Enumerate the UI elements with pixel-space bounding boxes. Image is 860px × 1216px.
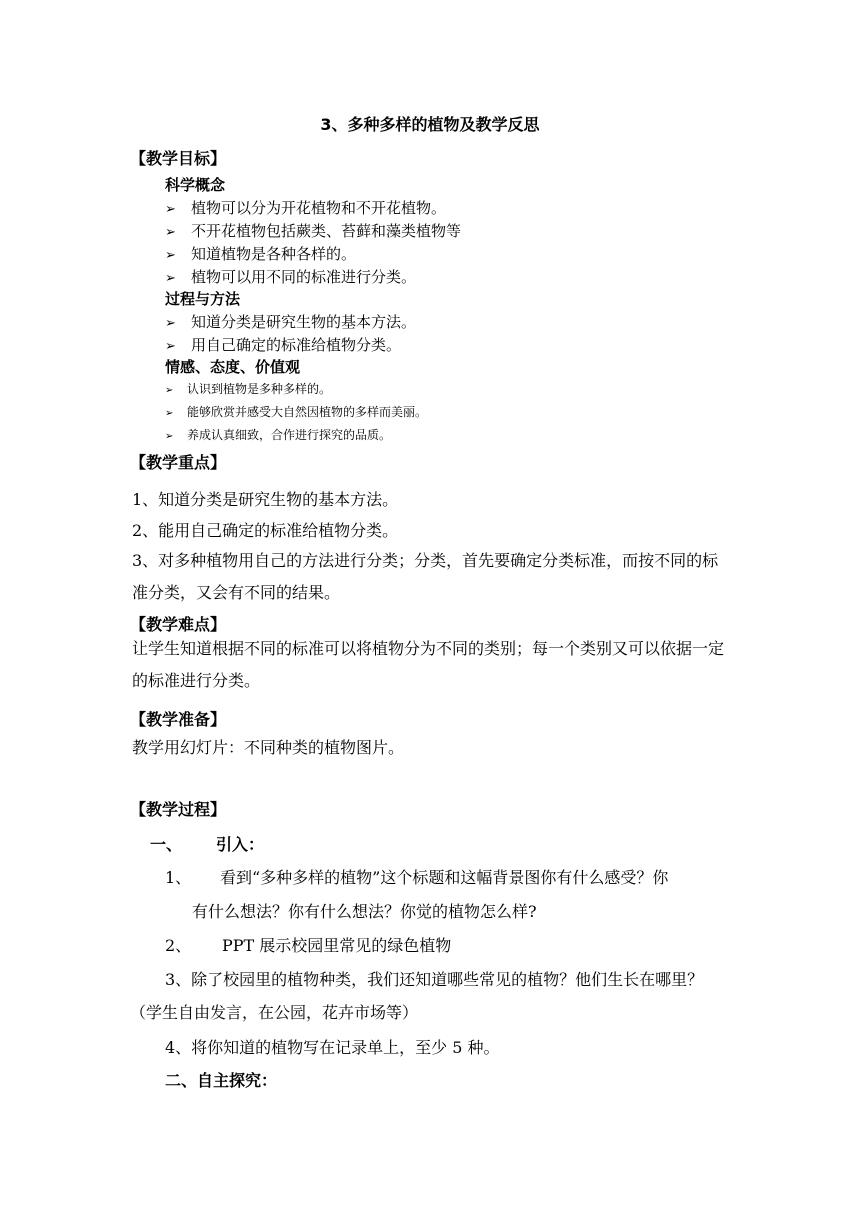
arrow-bullet-icon: ➢ <box>165 271 176 286</box>
intro-label: 引入： <box>216 835 265 854</box>
step4-text: 4、将你知道的植物写在记录单上，至少 5 种。 <box>165 1038 500 1057</box>
explore-heading: 二、自主探究： <box>165 1071 278 1090</box>
bullet-item: ➢ 植物可以分为开花植物和不开花植物。 <box>165 199 447 217</box>
step1-line2: 有什么想法？你有什么想法？你觉的植物怎么样? <box>192 902 537 921</box>
key-point-2: 2、能用自己确定的标准给植物分类。 <box>132 521 399 540</box>
step2-text: PPT 展示校园里常见的绿色植物 <box>222 936 452 955</box>
intro-number: 一、 <box>150 835 183 854</box>
arrow-bullet-icon: ➢ <box>165 248 176 263</box>
arrow-bullet-icon: ➢ <box>165 431 174 442</box>
difficulty-text: 让学生知道根据不同的标准可以将植物分为不同的类别；每一个类别又可以依据一定的标准进行分类。 <box>132 639 725 690</box>
arrow-bullet-icon: ➢ <box>165 202 176 217</box>
arrow-bullet-icon: ➢ <box>165 408 174 419</box>
heading-process: 【教学过程】 <box>130 800 227 819</box>
heading-preparation: 【教学准备】 <box>130 710 227 729</box>
arrow-bullet-icon: ➢ <box>165 225 176 240</box>
arrow-bullet-icon: ➢ <box>165 316 176 331</box>
bullet-item: ➢ 知道植物是各种各样的。 <box>165 245 357 263</box>
subheading-attitude: 情感、态度、价值观 <box>165 358 301 376</box>
bullet-item: ➢ 认识到植物是多种多样的。 <box>165 382 332 396</box>
preparation-text: 教学用幻灯片：不同种类的植物图片。 <box>132 738 405 757</box>
bullet-item: ➢ 养成认真细致，合作进行探究的品质。 <box>165 428 392 442</box>
bullet-item: ➢ 不开花植物包括蕨类、苔藓和藻类植物等 <box>165 222 462 240</box>
step2-number: 2、 <box>165 936 192 955</box>
page-title: 3、多种多样的植物及教学反思 <box>320 115 540 134</box>
step3-line2: （学生自由发言，在公园，花卉市场等） <box>130 1003 419 1022</box>
step3-line1: 3、除了校园里的植物种类，我们还知道哪些常见的植物？他们生长在哪里？ <box>165 970 704 989</box>
heading-key-points: 【教学重点】 <box>130 453 227 472</box>
step1-number: 1、 <box>165 868 192 887</box>
step1-line1: 看到“多种多样的植物”这个标题和这幅背景图你有什么感受？你 <box>220 868 669 887</box>
key-point-1: 1、知道分类是研究生物的基本方法。 <box>132 490 399 509</box>
key-point-3: 3、对多种植物用自己的方法进行分类；分类，首先要确定分类标准，而按不同的标准分类，又会有不同的结果。 <box>132 551 719 602</box>
arrow-bullet-icon: ➢ <box>165 385 174 396</box>
arrow-bullet-icon: ➢ <box>165 339 176 354</box>
heading-goals: 【教学目标】 <box>130 149 227 168</box>
subheading-concept: 科学概念 <box>165 176 226 194</box>
bullet-item: ➢ 用自己确定的标准给植物分类。 <box>165 336 402 354</box>
bullet-item: ➢ 能够欣赏并感受大自然因植物的多样而美丽。 <box>165 405 428 419</box>
bullet-item: ➢ 植物可以用不同的标准进行分类。 <box>165 268 417 286</box>
subheading-process: 过程与方法 <box>165 290 241 308</box>
bullet-item: ➢ 知道分类是研究生物的基本方法。 <box>165 313 417 331</box>
heading-difficulty: 【教学难点】 <box>130 615 227 634</box>
